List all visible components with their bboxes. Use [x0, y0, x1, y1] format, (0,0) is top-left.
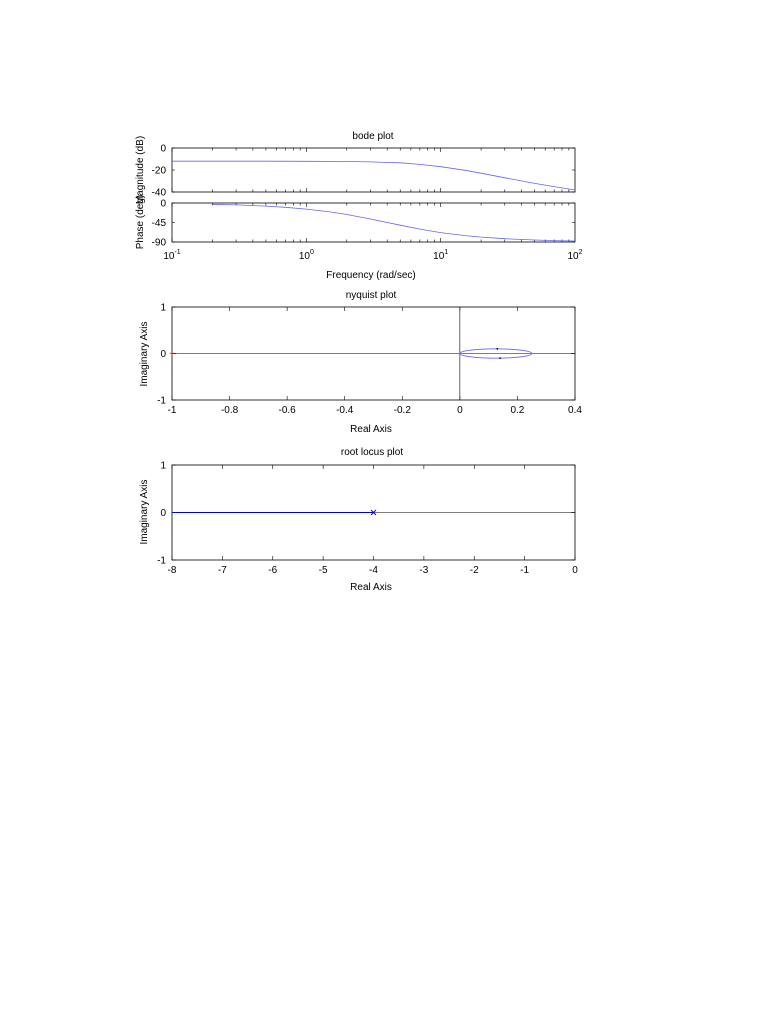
- nyquist-y-tick-label: 0: [160, 349, 166, 360]
- root-locus-x-tick-label: -7: [217, 565, 227, 576]
- root-locus-x-tick-label: -6: [268, 565, 278, 576]
- nyquist-x-tick-label: 0: [457, 405, 463, 416]
- nyquist-x-tick-label: 0.2: [510, 405, 525, 416]
- nyquist-title: nyquist plot: [345, 290, 397, 301]
- nyquist-xlabel: Real Axis: [350, 424, 392, 435]
- root-locus-x-tick-label: -5: [318, 565, 328, 576]
- bode-phase-y-tick-label: -90: [151, 237, 166, 249]
- root-locus-ylabel: Imaginary Axis: [139, 479, 150, 545]
- root-locus-xlabel: Real Axis: [350, 582, 392, 593]
- bode-title: bode plot: [352, 131, 394, 142]
- nyquist-y-tick-label: -1: [157, 395, 166, 407]
- bode-magnitude-y-tick-label: 0: [160, 143, 166, 155]
- bode-phase-y-tick-label: -45: [151, 218, 166, 229]
- bode-magnitude-ylabel: Magnitude (dB): [135, 135, 146, 205]
- root-locus-x-tick-label: -4: [369, 565, 378, 576]
- root-locus-y-tick-label: 0: [160, 508, 166, 519]
- bode-x-tick-label: $10^{-1}$: [163, 249, 181, 262]
- nyquist-x-tick-label: -0.2: [393, 405, 411, 416]
- bode-x-tick-label: $10^2$: [567, 249, 583, 262]
- bode-x-tick-label: $10^0$: [298, 249, 314, 262]
- nyquist-y-tick-label: 1: [160, 302, 166, 314]
- bode-magnitude-y-tick-label: -20: [151, 165, 166, 177]
- bode-x-tick-label: $10^1$: [433, 249, 449, 262]
- bode-xlabel: Frequency (rad/sec): [326, 270, 416, 281]
- nyquist-ylabel: Imaginary Axis: [139, 321, 150, 387]
- root-locus-x-tick-label: -8: [167, 565, 177, 576]
- nyquist-direction-marker: [496, 348, 498, 350]
- root-locus-x-tick-label: -3: [419, 565, 429, 576]
- bode-magnitude-y-tick-label: -40: [151, 187, 166, 199]
- nyquist-critical-point-marker: +: [169, 349, 175, 360]
- root-locus-y-tick-label: -1: [157, 555, 166, 567]
- root-locus-title: root locus plot: [340, 447, 404, 458]
- root-locus-y-tick-label: 1: [160, 460, 166, 472]
- bode-phase-ylabel: Phase (deg): [135, 194, 146, 250]
- nyquist-x-tick-label: -0.8: [220, 405, 239, 416]
- nyquist-x-tick-label: 0.4: [568, 405, 582, 416]
- nyquist-x-tick-label: -0.6: [278, 405, 296, 416]
- bode-phase-y-tick-label: 0: [160, 198, 166, 210]
- nyquist-x-tick-label: -1: [167, 405, 177, 416]
- root-locus-x-tick-label: -1: [520, 565, 530, 576]
- nyquist-x-tick-label: -0.4: [336, 405, 354, 416]
- root-locus-x-tick-label: 0: [572, 565, 578, 576]
- root-locus-x-tick-label: -2: [469, 565, 479, 576]
- nyquist-direction-marker: [499, 357, 501, 359]
